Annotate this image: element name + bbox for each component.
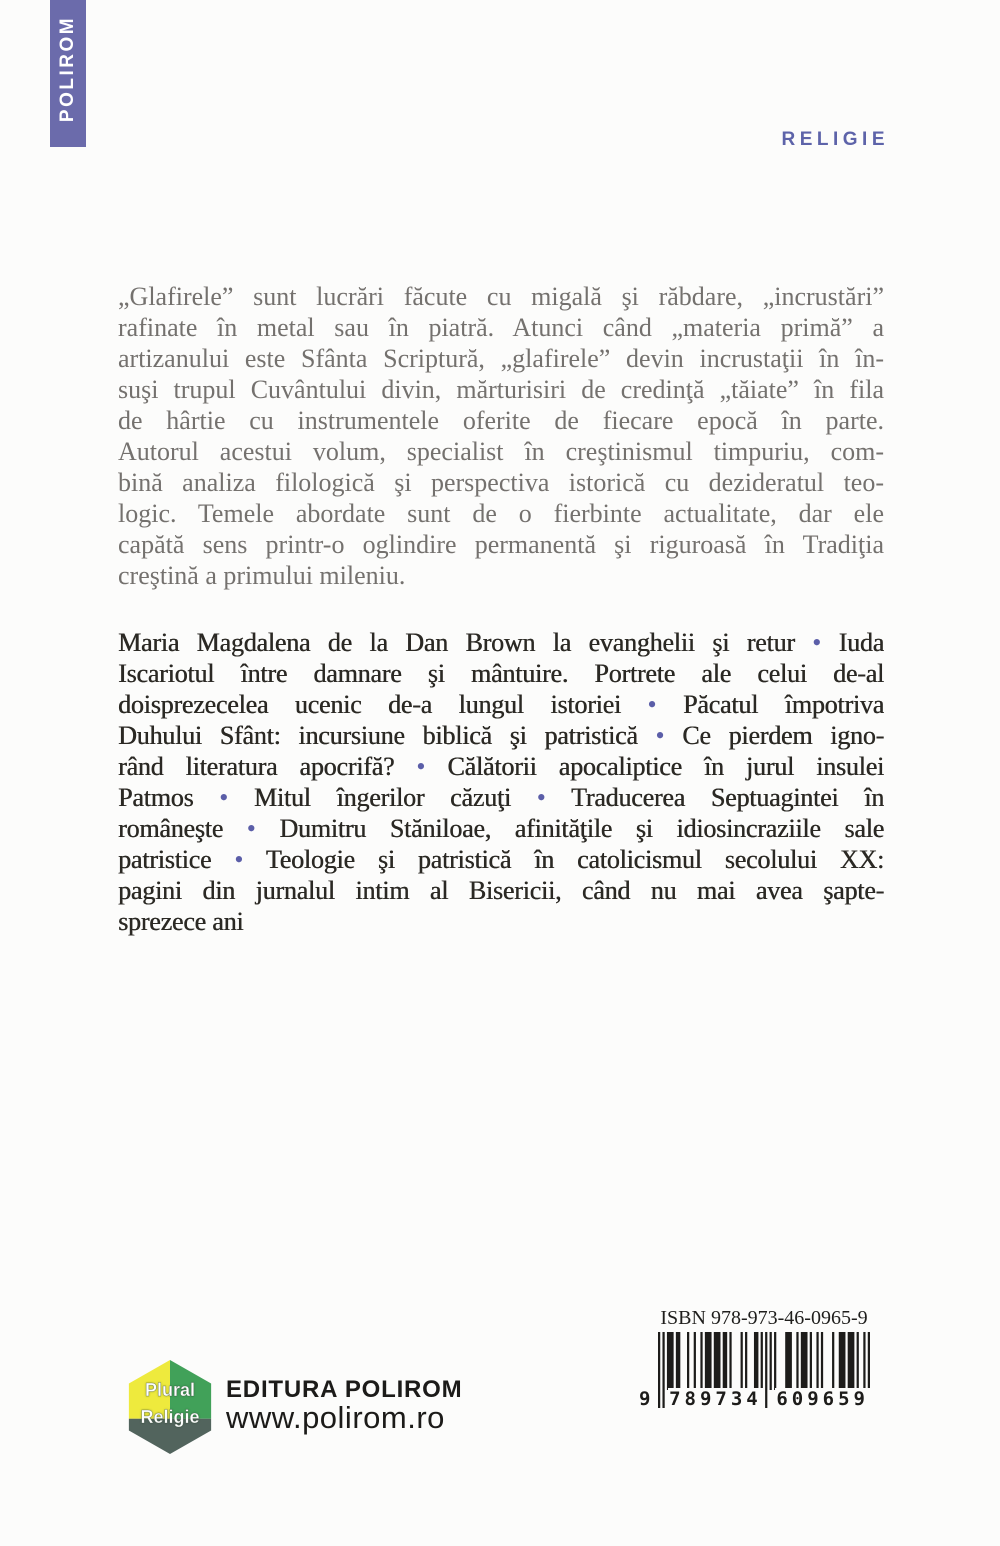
- text-line: creştină a primului mileniu.: [118, 561, 406, 590]
- bullet-separator: •: [416, 752, 426, 781]
- text-line: „Glafirele” sunt lucrări făcute cu migală şi răbdare, „incrustări”: [118, 282, 884, 311]
- text-line: patristice • Teologie şi patristică în catolicismul secolului XX:: [118, 845, 884, 874]
- barcode-bar: [848, 1332, 855, 1390]
- publisher-website: www.polirom.ro: [226, 1400, 445, 1435]
- bullet-separator: •: [647, 690, 657, 719]
- text-line: de hârtie cu instrumentele oferite de fiecare epocă în parte.: [118, 406, 884, 435]
- text-line: doisprezecelea ucenic de-a lungul istoriei • Păcatul împotriva: [118, 690, 884, 719]
- barcode-bar: [839, 1332, 846, 1390]
- barcode-bar: [723, 1332, 727, 1390]
- topics-paragraph: [118, 627, 884, 937]
- logo-text-line1: Plural: [144, 1380, 196, 1400]
- bullet-separator: •: [219, 783, 229, 812]
- text-line: logic. Temele abordate sunt de o fierbinte actualitate, dar ele: [118, 499, 884, 528]
- text-line: Maria Magdalena de la Dan Brown la evanghelii şi retur • Iuda: [118, 628, 884, 657]
- barcode-bar: [801, 1332, 808, 1390]
- bullet-separator: •: [655, 721, 665, 750]
- text-line: româneşte • Dumitru Stăniloae, afinităţile şi idiosincraziile sale: [118, 814, 884, 843]
- spine-strip: [50, 0, 86, 147]
- bullet-separator: •: [234, 845, 244, 874]
- barcode-bar: [796, 1332, 798, 1390]
- text-line: capătă sens printr-o oglindire permanentă şi riguroasă în Tradiţia: [118, 530, 884, 559]
- publisher-logo: [128, 1360, 212, 1454]
- text-line: artizanului este Sfânta Scriptură, „glafirele” devin incrustaţii în în-: [118, 344, 884, 373]
- barcode-bar: [810, 1332, 812, 1390]
- text-line: rând literatura apocrifă? • Călătorii apocaliptice în jurul insulei: [118, 752, 884, 781]
- barcode-bar: [700, 1332, 702, 1390]
- publisher-name: EDITURA POLIROM: [226, 1376, 463, 1403]
- barcode-bar: [774, 1332, 776, 1390]
- barcode-bar: [705, 1332, 712, 1390]
- isbn-label: ISBN 978-973-46-0965-9: [660, 1307, 868, 1329]
- barcode-bar: [667, 1332, 674, 1390]
- barcode-bar: [821, 1332, 823, 1390]
- isbn-block: [638, 1306, 870, 1432]
- text-line: sprezece ani: [118, 907, 244, 936]
- logo-text: [128, 1377, 212, 1431]
- barcode-bar: [729, 1332, 731, 1390]
- barcode-digits: [638, 1388, 870, 1410]
- description-paragraph: [118, 281, 884, 591]
- barcode-bar: [745, 1332, 747, 1390]
- barcode-bar: [714, 1332, 721, 1390]
- text-line: rafinate în metal sau în piatră. Atunci când „materia primă” a: [118, 313, 884, 342]
- barcode-bar: [741, 1332, 743, 1390]
- barcode-bar: [687, 1332, 689, 1390]
- barcode-digit-group: 789734: [669, 1388, 762, 1410]
- barcode-digit-group: 9: [639, 1388, 655, 1410]
- text-line: Autorul acestui volum, specialist în creştinismul timpuriu, com-: [118, 437, 884, 466]
- bullet-separator: •: [812, 628, 822, 657]
- category-label: RELIGIE: [781, 129, 889, 150]
- text-line: bină analiza filologică şi perspectiva istorică cu dezideratul teo-: [118, 468, 884, 497]
- text-line: Patmos • Mitul îngerilor căzuţi • Traducerea Septuagintei în: [118, 783, 884, 812]
- barcode-bar: [754, 1332, 758, 1390]
- text-line: Duhului Sfânt: incursiune biblică şi patristică • Ce pierdem igno-: [118, 721, 884, 750]
- bullet-separator: •: [536, 783, 546, 812]
- barcode-bar: [770, 1332, 772, 1390]
- barcode-bar: [785, 1332, 792, 1390]
- bullet-separator: •: [246, 814, 256, 843]
- text-line: suşi trupul Cuvântului divin, mărturisiri de credinţă „tăiate” în fila: [118, 375, 884, 404]
- barcode-bar: [832, 1332, 834, 1390]
- barcode-bar: [816, 1332, 818, 1390]
- barcode-bar: [857, 1332, 859, 1390]
- barcode-bar: [694, 1332, 696, 1390]
- spine-publisher-label: POLIROM: [57, 15, 78, 123]
- barcode-bar: [676, 1332, 680, 1390]
- logo-text-line2: Religie: [140, 1407, 200, 1427]
- text-line: Iscariotul între damnare şi mântuire. Portrete ale celui de-al: [118, 659, 884, 688]
- barcode-digit-group: 609659: [776, 1388, 869, 1410]
- text-line: pagini din jurnalul intim al Bisericii, când nu mai avea şapte-: [118, 876, 884, 905]
